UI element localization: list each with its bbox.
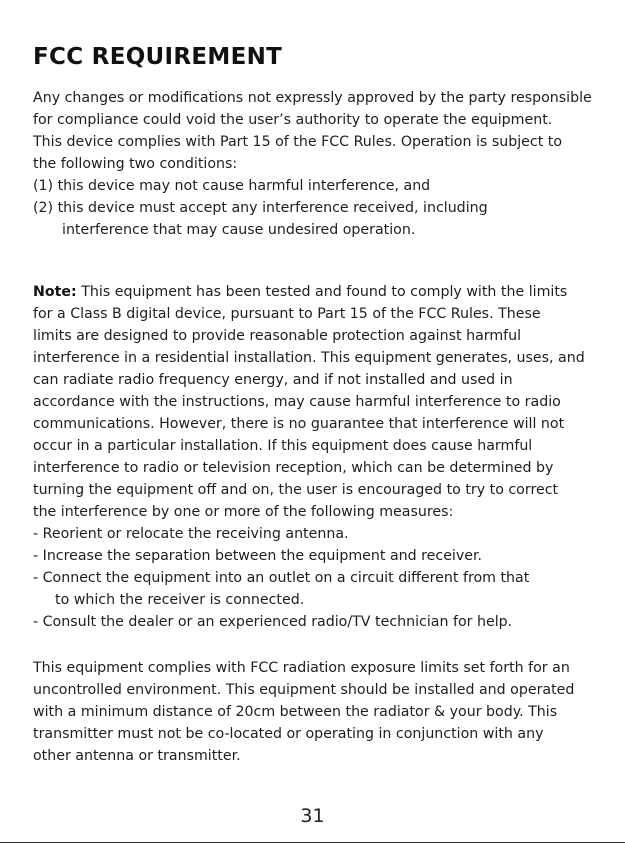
note-first-line xyxy=(33,281,567,303)
paragraph-line: Any changes or modifications not expressly approved by the party responsible xyxy=(33,90,592,106)
paragraph-line: for a Class B digital device, pursuant to Part 15 of the FCC Rules. These xyxy=(33,306,541,322)
paragraph-line: transmitter must not be co-located or operating in conjunction with any xyxy=(33,726,544,742)
paragraph-line: the following two conditions: xyxy=(33,156,238,172)
measure-item: - Consult the dealer or an experienced radio/TV technician for help. xyxy=(33,614,513,630)
paragraph-line: turning the equipment off and on, the user is encouraged to try to correct xyxy=(33,482,559,498)
measure-item: - Increase the separation between the equipment and receiver. xyxy=(33,548,483,564)
condition-item-continuation: interference that may cause undesired operation. xyxy=(62,222,416,238)
measure-item: - Reorient or relocate the receiving antenna. xyxy=(33,526,349,542)
paragraph-line: interference in a residential installation. This equipment generates, uses, and xyxy=(33,350,585,366)
condition-item: (2) this device must accept any interference received, including xyxy=(33,200,488,216)
page-title: FCC REQUIREMENT xyxy=(33,44,283,70)
paragraph-line: limits are designed to provide reasonable protection against harmful xyxy=(33,328,522,344)
page-number: 31 xyxy=(300,805,325,827)
page-bottom-divider xyxy=(0,842,625,843)
paragraph-line: This equipment complies with FCC radiation exposure limits set forth for an xyxy=(33,660,570,676)
paragraph-line: communications. However, there is no guarantee that interference will not xyxy=(33,416,565,432)
measure-item-continuation: to which the receiver is connected. xyxy=(55,592,305,608)
paragraph-line: uncontrolled environment. This equipment should be installed and operated xyxy=(33,682,575,698)
paragraph-line: with a minimum distance of 20cm between the radiator & your body. This xyxy=(33,704,558,720)
paragraph-line: can radiate radio frequency energy, and if not installed and used in xyxy=(33,372,513,388)
paragraph-line: occur in a particular installation. If this equipment does cause harmful xyxy=(33,438,533,454)
paragraph-line: the interference by one or more of the following measures: xyxy=(33,504,454,520)
paragraph-line: other antenna or transmitter. xyxy=(33,748,241,764)
paragraph-line: accordance with the instructions, may cause harmful interference to radio xyxy=(33,394,561,410)
paragraph-line: for compliance could void the user’s authority to operate the equipment. xyxy=(33,112,553,128)
measure-item: - Connect the equipment into an outlet on a circuit different from that xyxy=(33,570,530,586)
note-label: Note: xyxy=(33,284,77,300)
note-first-line-text: This equipment has been tested and found to comply with the limits xyxy=(76,284,568,300)
condition-item: (1) this device may not cause harmful interference, and xyxy=(33,178,431,194)
paragraph-line: interference to radio or television reception, which can be determined by xyxy=(33,460,554,476)
paragraph-line: This device complies with Part 15 of the FCC Rules. Operation is subject to xyxy=(33,134,563,150)
